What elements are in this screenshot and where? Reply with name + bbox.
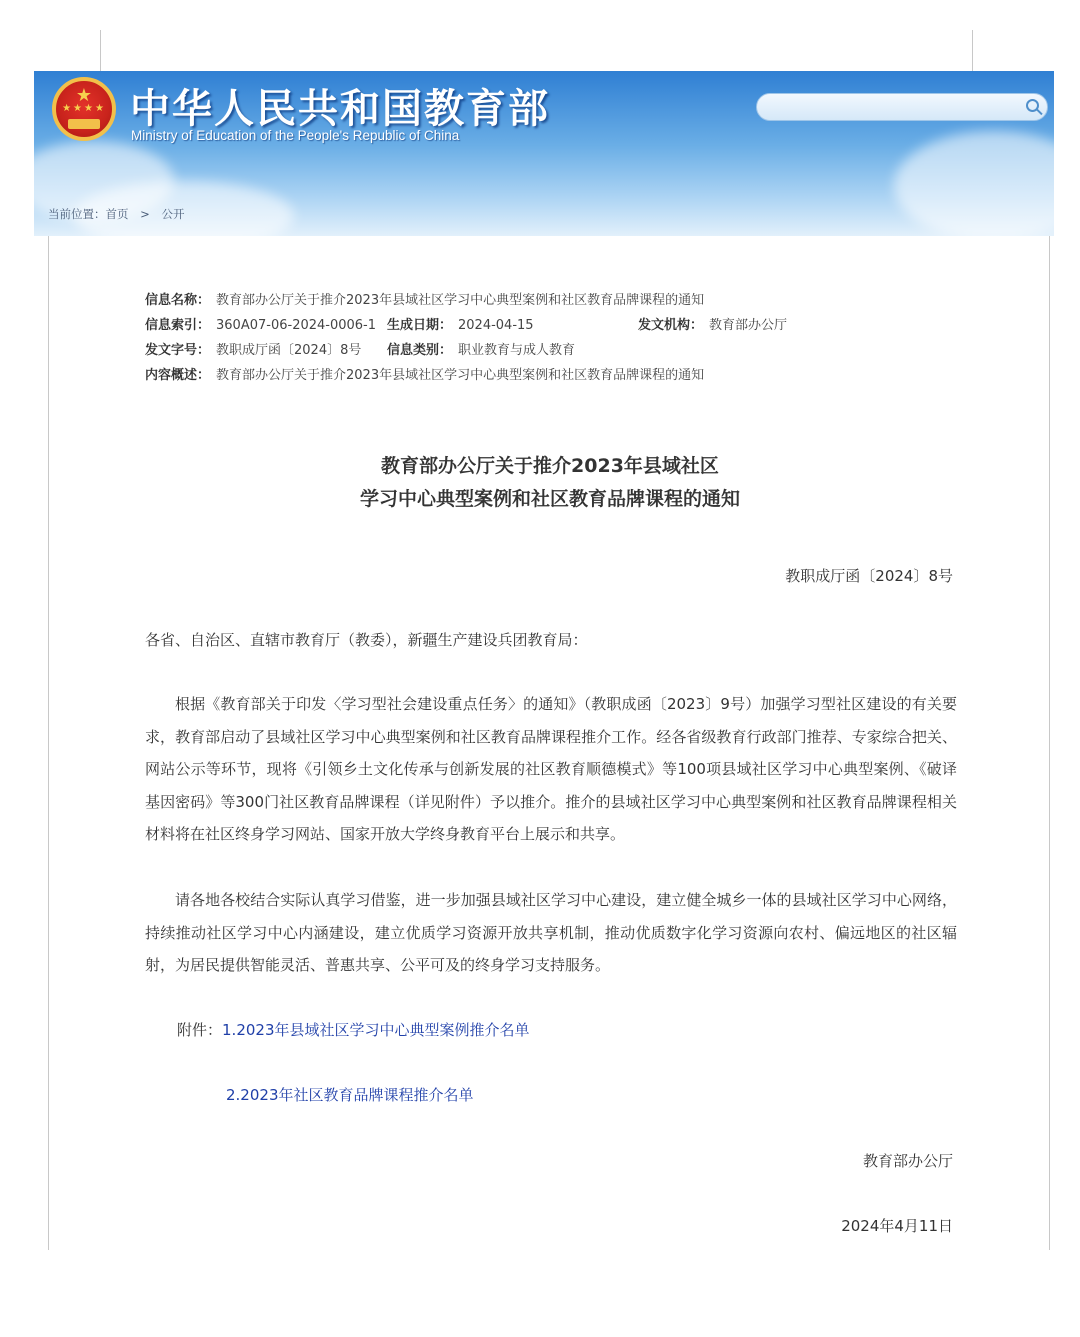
meta-index-value: 360A07-06-2024-0006-1 [216,318,377,333]
meta-issuer-value: 教育部办公厅 [709,318,788,333]
breadcrumb-home-link[interactable]: 首页 [105,207,129,221]
content-panel [48,236,1050,1250]
meta-issuer-label: 发文机构： [638,318,704,333]
body-paragraph-2: 请各地各校结合实际认真学习借鉴，进一步加强县域社区学习中心建设，建立健全城乡一体的县域社区学习中心网络，持续推动社区学习中心内涵建设，建立优质学习资源开放共享机制，推动优质数字化学习资源向农村、偏远地区的社区辐射，为居民提供智能灵活、普惠共享、公平可及的终身学习支持服务。 [145,891,957,974]
breadcrumb-separator-icon: > [140,207,150,221]
breadcrumb-current-link[interactable]: 公开 [161,207,185,221]
doc-date: 2024年4月11日 [841,1217,953,1235]
meta-summary-row [145,364,704,383]
meta-docno-row [145,339,361,358]
meta-name-row [145,289,704,308]
meta-category-value: 职业教育与成人教育 [458,343,576,358]
site-title[interactable]: 中华人民共和国教育部 [130,86,550,132]
meta-summary-label: 内容概述： [145,368,211,383]
attachment-link-2[interactable]: 2.2023年社区教育品牌课程推介名单 [226,1086,474,1104]
meta-category-row [387,339,575,358]
meta-date-label: 生成日期： [387,318,453,333]
meta-docno-label: 发文字号： [145,343,211,358]
meta-name-value: 教育部办公厅关于推介2023年县域社区学习中心典型案例和社区教育品牌课程的通知 [216,293,705,308]
attachment-row-1 [177,1014,530,1047]
left-guide-line [100,30,101,71]
meta-name-label: 信息名称： [145,293,211,308]
attachment-label: 附件： [177,1021,223,1039]
meta-date-row [387,314,534,333]
meta-category-label: 信息类别： [387,343,453,358]
attachment-link-1[interactable]: 1.2023年县域社区学习中心典型案例推介名单 [222,1021,530,1039]
doc-title-line-1: 教育部办公厅关于推介2023年县域社区 [381,455,719,477]
doc-number: 教职成厅函〔2024〕8号 [785,567,953,585]
signature: 教育部办公厅 [862,1152,953,1170]
national-emblem-icon[interactable]: ★ ★★★★ [52,77,116,141]
salutation: 各省、自治区、直辖市教育厅（教委），新疆生产建设兵团教育局： [145,631,588,649]
meta-summary-value: 教育部办公厅关于推介2023年县域社区学习中心典型案例和社区教育品牌课程的通知 [216,368,705,383]
site-subtitle: Ministry of Education of the People's Republic of China [131,128,460,143]
breadcrumb-label: 当前位置： [48,207,106,221]
meta-index-label: 信息索引： [145,318,211,333]
right-guide-line [972,30,973,71]
site-header [34,71,1054,236]
body-paragraph-1: 根据《教育部关于印发〈学习型社会建设重点任务〉的通知》（教职成函〔2023〕9号）加强学习型社区建设的有关要求，教育部启动了县域社区学习中心典型案例和社区教育品牌课程推介工作。经各省级教育行政部门推荐、专家综合把关、网站公示等环节，现将《引领乡土文化传承与创新发展的社区教育顺德模式》等100项县域社区学习中心典型案例、《破译基因密码》等300门社区教育品牌课程（详见附件）予以推介。推介的县域社区学习中心典型案例和社区教育品牌课程相关材料将在社区终身学习网站、国家开放大学终身教育平台上展示和共享。 [145,695,957,843]
meta-index-row [145,314,376,333]
search-icon[interactable] [1026,99,1039,112]
breadcrumb [48,206,184,222]
meta-docno-value: 教职成厅函〔2024〕8号 [216,343,362,358]
meta-date-value: 2024-04-15 [458,318,534,333]
doc-title-line-2: 学习中心典型案例和社区教育品牌课程的通知 [359,488,740,510]
meta-issuer-row [638,314,787,333]
search-input[interactable] [756,93,1048,121]
